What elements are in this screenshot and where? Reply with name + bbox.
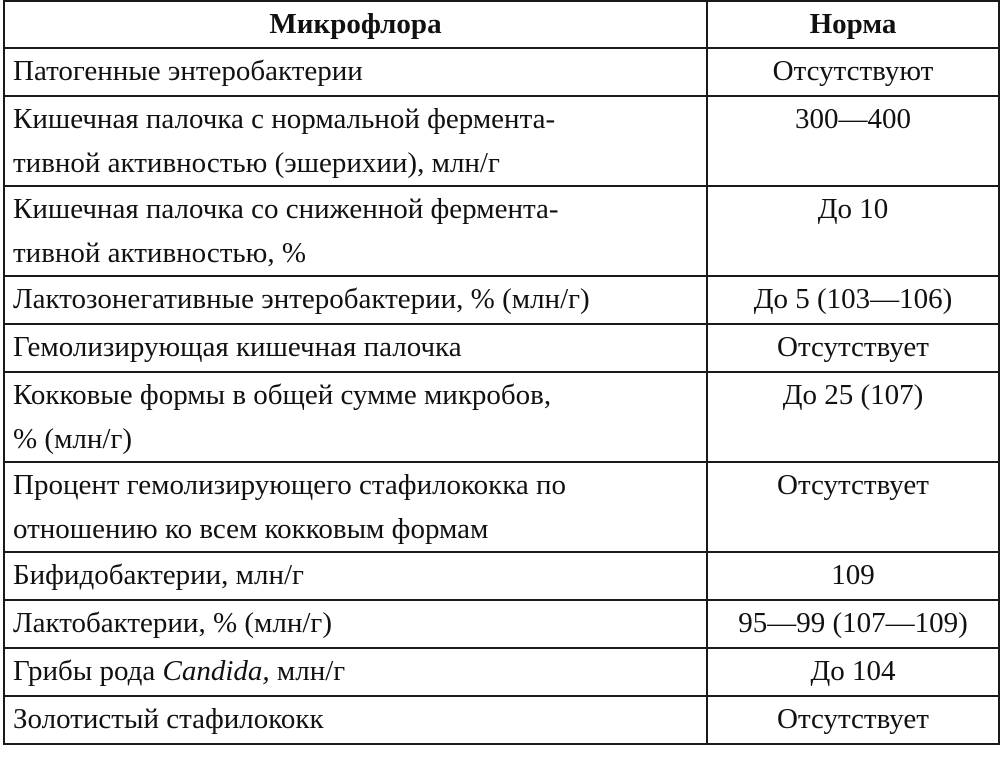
microflora-cell: Бифидобактерии, млн/г [4, 552, 707, 600]
microflora-name-suffix: млн/г [269, 655, 346, 687]
norm-cell: Отсутствует [707, 462, 999, 552]
microflora-cell: Гемолизирующая кишечная палочка [4, 324, 707, 372]
table-row [4, 600, 999, 648]
table-row [4, 96, 999, 186]
microflora-cell: Кокковые формы в общей сумме микробов, % (млн/г) [4, 372, 707, 462]
table-row [4, 462, 999, 552]
table-row [4, 372, 999, 462]
microflora-cell: Кишечная палочка с нормальной фермента- тивной активностью (эшерихии), млн/г [4, 96, 707, 186]
column-header-microflora: Микрофлора [4, 1, 707, 48]
norm-cell: До 5 (103—106) [707, 276, 999, 324]
table-header-row [4, 1, 999, 48]
norm-cell: До 25 (107) [707, 372, 999, 462]
norm-cell: Отсутствует [707, 696, 999, 744]
table-row [4, 186, 999, 276]
table-row [4, 324, 999, 372]
norm-cell: До 10 [707, 186, 999, 276]
table-row [4, 552, 999, 600]
column-header-norm: Норма [707, 1, 999, 48]
microflora-norms-table [3, 0, 1000, 745]
table-row [4, 648, 999, 696]
microflora-cell: Процент гемолизирующего стафилококка по отношению ко всем кокковым формам [4, 462, 707, 552]
norm-cell: 95—99 (107—109) [707, 600, 999, 648]
table-body [4, 48, 999, 744]
microflora-cell: Патогенные энтеробактерии [4, 48, 707, 96]
norm-cell: 109 [707, 552, 999, 600]
microflora-name-prefix: Грибы рода [13, 655, 163, 687]
microflora-cell [4, 648, 707, 696]
microflora-cell: Кишечная палочка со сниженной фермента- тивной активностью, % [4, 186, 707, 276]
table-row [4, 48, 999, 96]
microflora-cell: Лактобактерии, % (млн/г) [4, 600, 707, 648]
microflora-cell: Лактозонегативные энтеробактерии, % (млн/г) [4, 276, 707, 324]
table-row [4, 276, 999, 324]
microflora-cell: Золотистый стафилококк [4, 696, 707, 744]
norm-cell: Отсутствует [707, 324, 999, 372]
norm-cell: До 104 [707, 648, 999, 696]
norm-cell: 300—400 [707, 96, 999, 186]
microflora-name-italic: Candida, [162, 655, 270, 687]
norm-cell: Отсутствуют [707, 48, 999, 96]
table-row [4, 696, 999, 744]
